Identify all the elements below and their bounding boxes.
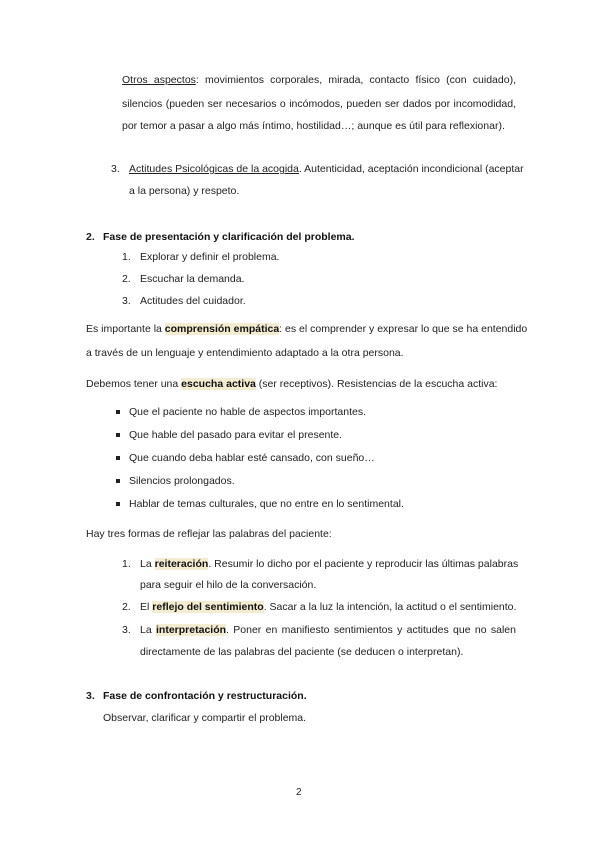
s2-item-number: 3.: [122, 295, 131, 307]
otros-aspectos-text: : movimientos corporales, mirada, contacto físico (con cuidado),: [195, 74, 516, 86]
bullet-icon: [116, 410, 120, 414]
forma-post: . Resumir lo dicho por el paciente y reproducir las últimas palabras: [208, 558, 519, 570]
section2-title: Fase de presentación y clarificación del problema.: [103, 231, 355, 243]
bullet-item: Que cuando deba hablar esté cansado, con sueño…: [129, 452, 375, 464]
item3-label: Actitudes Psicológicas de la acogida: [129, 163, 299, 175]
s2-item: Actitudes del cuidador.: [140, 295, 246, 307]
otros-aspectos-label: Otros aspectos: [122, 74, 196, 86]
forma-bold: reflejo del sentimiento: [152, 601, 264, 613]
forma-line1: [140, 557, 519, 571]
forma-bold: interpretación: [156, 624, 227, 636]
forma-number: 2.: [122, 601, 131, 613]
bullet-icon: [116, 456, 120, 460]
comprension-line2: a través de un lenguaje y entendimiento adaptado a la otra persona.: [86, 347, 404, 359]
s2-item: Explorar y definir el problema.: [140, 251, 280, 263]
otros-aspectos-line3: por temor a pasar a algo más íntimo, hostilidad…; aunque es útil para reflexionar).: [122, 120, 505, 132]
item3-line2: a la persona) y respeto.: [129, 185, 240, 197]
item3-text: . Autenticidad, aceptación incondicional (aceptar: [298, 163, 524, 175]
section3-body: Observar, clarificar y compartir el problema.: [103, 712, 307, 724]
item3-line1: [129, 162, 524, 176]
forma-post: . Sacar a la luz la intención, la actitud o el sentimiento.: [263, 601, 517, 613]
bullet-item: Hablar de temas culturales, que no entre en lo sentimental.: [129, 498, 404, 510]
section3-title: Fase de confrontación y restructuración.: [103, 690, 307, 702]
escucha-pre: Debemos tener una: [86, 378, 182, 390]
item3-number: 3.: [111, 163, 120, 175]
comprension-post: : es el comprender y expresar lo que se ha entendido: [279, 323, 528, 335]
bullet-icon: [116, 433, 120, 437]
s2-item-number: 1.: [122, 251, 131, 263]
escucha-post: (ser receptivos). Resistencias de la escucha activa:: [255, 378, 498, 390]
forma-line2: directamente de las palabras del paciente (se deducen o interpretan).: [140, 646, 464, 658]
forma-post: . Poner en manifiesto sentimientos y actitudes que no salen: [226, 624, 516, 636]
comprension-pre: Es importante la: [86, 323, 165, 335]
escucha-line: [86, 377, 497, 391]
bullet-item: Que el paciente no hable de aspectos importantes.: [129, 406, 366, 418]
forma-pre: El: [140, 601, 153, 613]
forma-pre: La: [140, 624, 157, 636]
section3-number: 3.: [86, 690, 95, 702]
forma-bold: reiteración: [154, 558, 209, 570]
comprension-bold: comprensión empática: [164, 323, 280, 335]
comprension-line1: [86, 322, 528, 336]
s2-item: Escuchar la demanda.: [140, 273, 245, 285]
section2-number: 2.: [86, 231, 95, 243]
forma-line2: para seguir el hilo de la conversación.: [140, 579, 317, 591]
page-number: 2: [296, 787, 302, 798]
s2-item-number: 2.: [122, 273, 131, 285]
otros-aspectos-line1: [122, 73, 516, 87]
bullet-icon: [116, 479, 120, 483]
forma-pre: La: [140, 558, 155, 570]
formas-intro: Hay tres formas de reflejar las palabras del paciente:: [86, 528, 332, 540]
escucha-bold: escucha activa: [181, 378, 256, 390]
forma-number: 3.: [122, 624, 131, 636]
bullet-item: Que hable del pasado para evitar el presente.: [129, 429, 343, 441]
forma-line1: [140, 600, 516, 614]
bullet-icon: [116, 502, 120, 506]
otros-aspectos-line2: silencios (pueden ser necesarios o incómodos, pueden ser dados por incomodidad,: [122, 98, 516, 110]
bullet-item: Silencios prolongados.: [129, 475, 235, 487]
forma-number: 1.: [122, 558, 131, 570]
forma-line1: [140, 623, 516, 637]
